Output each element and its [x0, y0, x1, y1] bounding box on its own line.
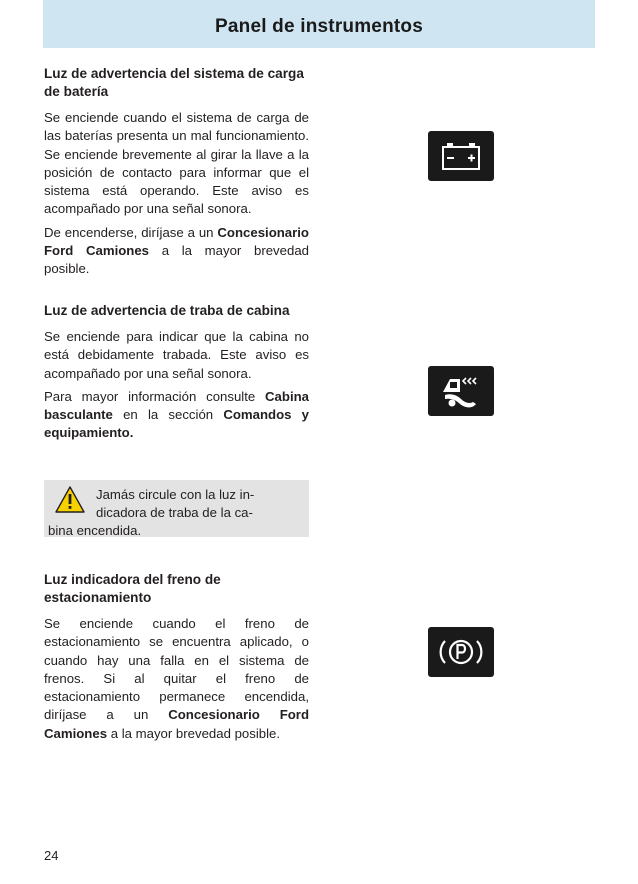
paragraph-text: a la mayor brevedad posible. — [44, 243, 309, 277]
section-title: Luz de advertencia de traba de cabina — [44, 303, 290, 318]
page-number: 24 — [44, 848, 59, 863]
section-battery-warning — [44, 65, 309, 284]
warning-text: dicadora de traba de la ca- — [96, 505, 253, 520]
page-title: Panel de instrumentos — [215, 16, 423, 37]
warning-box — [44, 480, 309, 537]
cab-lock-warning-icon — [428, 366, 494, 416]
dealer-reference: Concesionario Ford Camiones — [44, 707, 309, 741]
section-paragraph — [44, 615, 309, 743]
paragraph-text: a la mayor brevedad posible. — [107, 725, 281, 741]
warning-triangle-icon — [55, 486, 85, 513]
cross-reference: Cabina basculante — [44, 388, 309, 423]
battery-warning-icon — [428, 131, 494, 181]
warning-text: Jamás circule con la luz in- — [96, 487, 255, 502]
section-paragraph: Se enciende cuando el sistema de carga de las baterías presenta un mal funcionamiento. Se enciende brevemente al girar la llave a la posición de contacto para informar que el sistema está operando. Este aviso es acompañado por una señal sonora. — [44, 110, 309, 217]
cross-reference: Comandos y equipamiento. — [44, 407, 309, 441]
section-paragraph — [44, 224, 309, 279]
dealer-reference: Concesionario Ford Camiones — [44, 224, 309, 259]
header-bar — [43, 0, 595, 48]
paragraph-text: en la sección — [112, 407, 224, 423]
parking-brake-icon — [428, 627, 494, 677]
section-parking-brake — [44, 571, 309, 748]
section-paragraph — [44, 388, 309, 443]
paragraph-text: De encenderse, diríjase a un — [44, 224, 218, 240]
paragraph-text: Para mayor información consulte — [44, 388, 266, 404]
section-cab-lock-warning — [44, 302, 309, 448]
section-title: Luz de advertencia del sistema de carga de batería — [44, 66, 304, 99]
section-paragraph: Se enciende para indicar que la cabina no está debidamente trabada. Este aviso es acompañado por una señal sonora. — [44, 329, 309, 381]
warning-text: bina encendida. — [48, 523, 142, 538]
paragraph-text: Se enciende cuando el freno de estacionamiento se encuentra aplicado, o cuando hay una falla en el sistema de frenos. Si al quitar el freno de estacionamiento permanece encendida, diríjase a un — [44, 616, 309, 723]
section-title: Luz indicadora del freno de estacionamiento — [44, 572, 221, 605]
